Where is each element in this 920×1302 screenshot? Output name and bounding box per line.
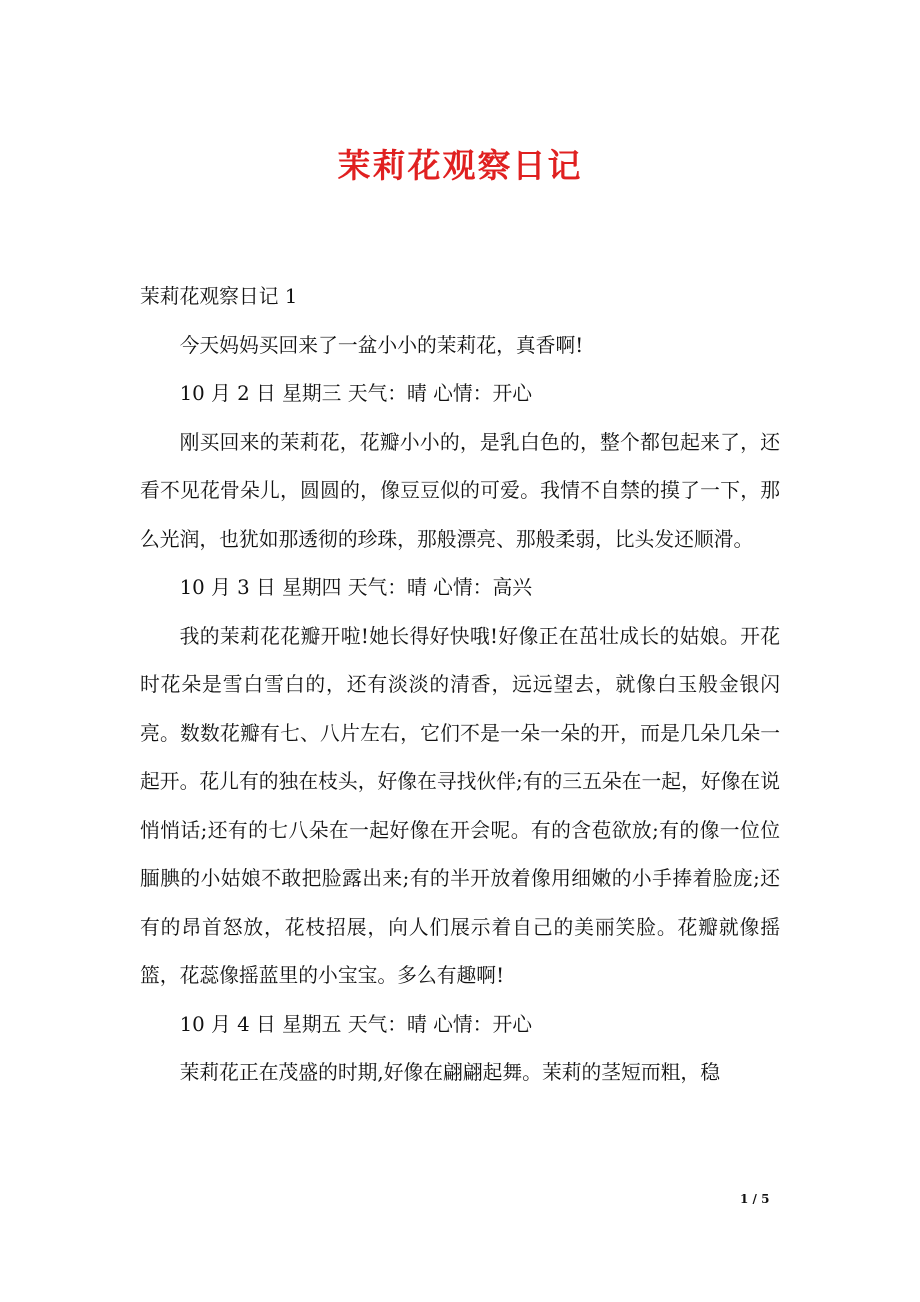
- diary-date-oct-3: 10 月 3 日 星期四 天气：晴 心情：高兴: [179, 576, 533, 599]
- paragraph-oct-3: 我的茉莉花花瓣开啦!她长得好快哦!好像正在茁壮成长的姑娘。开花时花朵是雪白雪白的，还有淡淡的清香，远远望去，就像白玉般金银闪亮。数数花瓣有七、八片左右，它们不是一朵一朵的开，而是几朵几朵一起开。花儿有的独在枝头，好像在寻找伙伴;有的三五朵在一起，好像在说悄悄话;还有的七八朵在一起好像在开会呢。有的含苞欲放;有的像一位位腼腆的小姑娘不敢把脸露出来;有的半开放着像用细嫩的小手捧着脸庞;还有的昂首怒放，花枝招展，向人们展示着自己的美丽笑脸。花瓣就像摇篮，花蕊像摇蓝里的小宝宝。多么有趣啊!: [140, 624, 780, 987]
- paragraph-oct-4: 茉莉花正在茂盛的时期,好像在翩翩起舞。茉莉的茎短而粗，稳: [179, 1061, 720, 1084]
- page-indicator: 1 / 5: [740, 1192, 770, 1206]
- document-title: 茉莉花观察日记: [337, 146, 583, 185]
- diary-date-oct-4: 10 月 4 日 星期五 天气：晴 心情：开心: [179, 1012, 533, 1036]
- document-body: [140, 273, 780, 1098]
- section-heading: 茉莉花观察日记 1: [140, 285, 298, 308]
- paragraph-intro: 今天妈妈买回来了一盆小小的茉莉花，真香啊!: [179, 333, 584, 357]
- paragraph-oct-2: 刚买回来的茉莉花，花瓣小小的，是乳白色的，整个都包起来了，还看不见花骨朵儿，圆圆的，像豆豆似的可爱。我情不自禁的摸了一下，那么光润，也犹如那透彻的珍珠，那般漂亮、那般柔弱，比头发还顺滑。: [140, 430, 780, 551]
- diary-date-oct-2: 10 月 2 日 星期三 天气：晴 心情：开心: [179, 382, 533, 405]
